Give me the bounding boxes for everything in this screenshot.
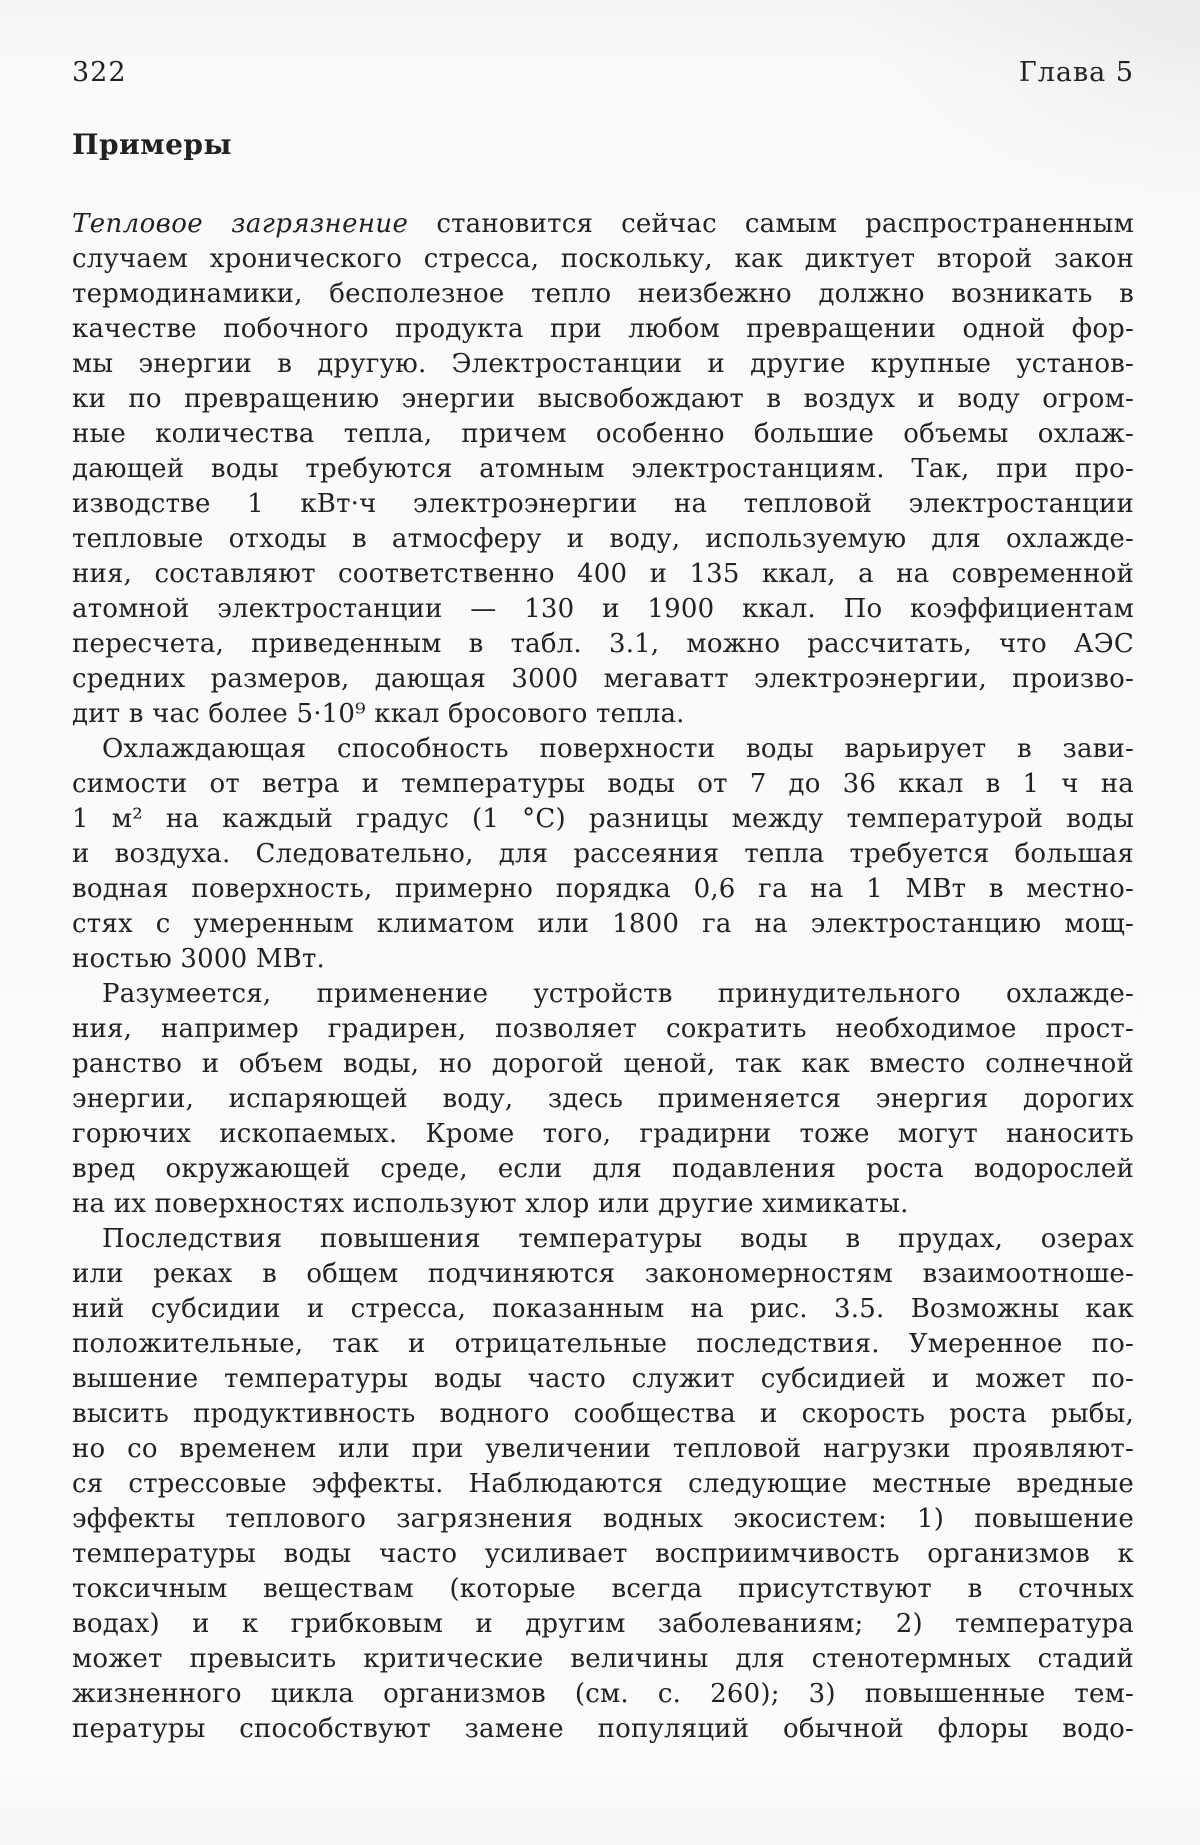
page-content	[72, 58, 1134, 1747]
text-line: Последствия повышения температуры воды в прудах, озерах	[102, 1224, 1134, 1254]
text-line: горючих ископаемых. Кроме того, градирни тоже могут наносить	[72, 1119, 1134, 1149]
text-line: термодинамики, бесполезное тепло неизбежно должно возникать в	[72, 279, 1134, 309]
page-number: 322	[72, 57, 127, 88]
text-line: ния, например градирен, позволяет сократить необходимое прост-	[72, 1014, 1134, 1044]
text-line: ные количества тепла, причем особенно большие объемы охлаж-	[72, 419, 1134, 449]
text-line: высить продуктивность водного сообщества и скорость роста рыбы,	[72, 1399, 1134, 1429]
text-line: ранство и объем воды, но дорогой ценой, так как вместо солнечной	[72, 1049, 1134, 1079]
text-line: Тепловое загрязнение становится сейчас самым распространенным	[72, 209, 1134, 239]
text-line: симости от ветра и температуры воды от 7 до 36 ккал в 1 ч на	[72, 769, 1134, 799]
text-line: ся стрессовые эффекты. Наблюдаются следующие местные вредные	[72, 1469, 1134, 1499]
paragraph	[72, 732, 1134, 977]
text-line: но со временем или при увеличении тепловой нагрузки проявляют-	[72, 1434, 1134, 1464]
text-line: может превысить критические величины для стенотермных стадий	[72, 1644, 1134, 1674]
text-line: вышение температуры воды часто служит субсидией и может по-	[72, 1364, 1134, 1394]
text-line: на их поверхностях используют хлор или другие химикаты.	[72, 1189, 909, 1219]
text-line: водная поверхность, примерно порядка 0,6 га на 1 МВт в местно-	[72, 874, 1134, 904]
text-line: эффекты теплового загрязнения водных экосистем: 1) повышение	[72, 1504, 1134, 1534]
text-line: или реках в общем подчиняются закономерностям взаимоотноше-	[72, 1259, 1134, 1289]
text-line: Охлаждающая способность поверхности воды варьирует в зави-	[102, 734, 1134, 764]
text-line: пересчета, приведенным в табл. 3.1, можно рассчитать, что АЭС	[72, 629, 1134, 659]
italic-lead: Тепловое загрязнение	[72, 209, 409, 239]
text-line: мы энергии в другую. Электростанции и другие крупные установ-	[72, 349, 1134, 379]
text-line: атомной электростанции — 130 и 1900 ккал. По коэффициентам	[72, 594, 1134, 624]
text-line: водах) и к грибковым и другим заболеваниям; 2) температура	[72, 1609, 1134, 1639]
paragraph	[72, 1222, 1134, 1747]
text-line: жизненного цикла организмов (см. с. 260); 3) повышенные тем-	[72, 1679, 1134, 1709]
section-heading: Примеры	[72, 128, 233, 161]
running-head	[72, 58, 1134, 88]
text-line: вред окружающей среде, если для подавления роста водорослей	[72, 1154, 1134, 1184]
text-line: пературы способствуют замене популяций обычной флоры водо-	[72, 1714, 1134, 1744]
text-line: тепловые отходы в атмосферу и воду, используемую для охлажде-	[72, 524, 1134, 554]
text-line: ния, составляют соответственно 400 и 135 ккал, а на современной	[72, 559, 1134, 589]
paragraph	[72, 207, 1134, 732]
text-line: ностью 3000 МВт.	[72, 944, 325, 974]
text-line: дит в час более 5·10⁹ ккал бросового тепла.	[72, 699, 685, 729]
text-line: энергии, испаряющей воду, здесь применяется энергия дорогих	[72, 1084, 1134, 1114]
text-line: и воздуха. Следовательно, для рассеяния тепла требуется большая	[72, 839, 1134, 869]
text-line: качестве побочного продукта при любом превращении одной фор-	[72, 314, 1134, 344]
text-line: Разумеется, применение устройств принудительного охлажде-	[102, 979, 1134, 1009]
chapter-header: Глава 5	[1018, 57, 1134, 88]
text-line: стях с умеренным климатом или 1800 га на электростанцию мощ-	[72, 909, 1134, 939]
text-line: положительные, так и отрицательные последствия. Умеренное по-	[72, 1329, 1134, 1359]
text-line: изводстве 1 кВт·ч электроэнергии на тепловой электростанции	[72, 489, 1134, 519]
text-line: средних размеров, дающая 3000 мегаватт электроэнергии, произво-	[72, 664, 1134, 694]
text-line: дающей воды требуются атомным электростанциям. Так, при про-	[72, 454, 1134, 484]
text-line: токсичным веществам (которые всегда присутствуют в сточных	[72, 1574, 1134, 1604]
text-line: 1 м² на каждый градус (1 °С) разницы между температурой воды	[72, 804, 1134, 834]
body-text	[72, 207, 1134, 1747]
paragraph	[72, 977, 1134, 1222]
text-line: случаем хронического стресса, поскольку, как диктует второй закон	[72, 244, 1134, 274]
text-line: ний субсидии и стресса, показанным на рис. 3.5. Возможны как	[72, 1294, 1134, 1324]
text-line: ки по превращению энергии высвобождают в воздух и воду огром-	[72, 384, 1134, 414]
text-line: температуры воды часто усиливает восприимчивость организмов к	[72, 1539, 1134, 1569]
